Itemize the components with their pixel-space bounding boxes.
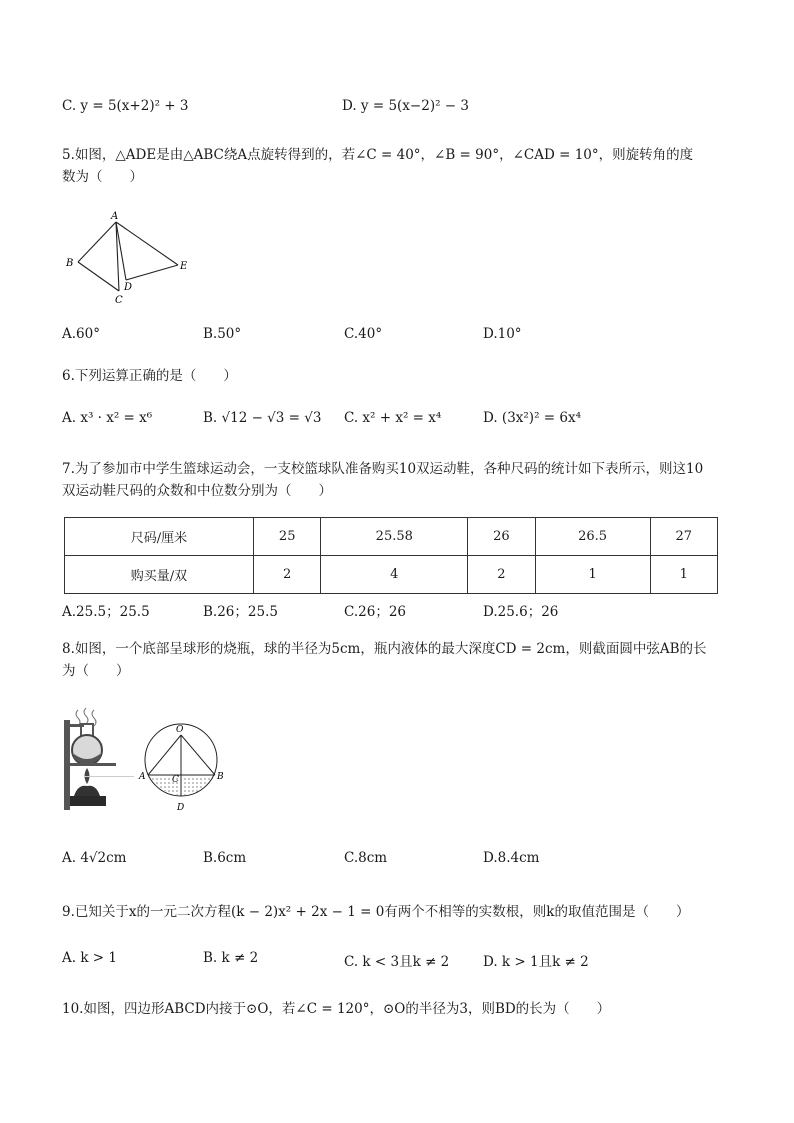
q5-options (62, 326, 522, 342)
q5-option-c[interactable]: C.40° (344, 326, 383, 342)
q8-label-b: B (217, 772, 224, 782)
q5-line-ab (78, 222, 116, 262)
table-cell: 2 (468, 556, 535, 594)
q7-option-c[interactable]: C.26；26 (344, 604, 406, 620)
table-cell: 27 (650, 518, 717, 556)
q8-label-a: A (139, 772, 146, 782)
q7-text-line1: 7.为了参加市中学生篮球运动会，一支校篮球队准备购买10双运动鞋，各种尺码的统计如下表所示，则这10 (62, 461, 704, 477)
q4-options (62, 98, 469, 114)
q7-size-table (64, 517, 718, 594)
q6-option-a[interactable]: A. x³ · x² = x⁶ (62, 410, 153, 426)
table-cell: 4 (321, 556, 468, 594)
q4-option-d[interactable]: D. y = 5(x−2)² − 3 (342, 98, 469, 114)
q8-text-line2: 为（ ） (62, 663, 130, 679)
q5-label-b: B (66, 258, 74, 269)
q8-liquid-segment (149, 775, 215, 795)
table-row (65, 518, 718, 556)
q5-text-line2: 数为（ ） (62, 169, 143, 185)
q8-line-oa (148, 735, 181, 775)
q7-text-line2: 双运动鞋尺码的众数和中位数分别为（ ） (62, 483, 332, 499)
q5-line-bc (78, 262, 119, 291)
q8-text-line1: 8.如图，一个底部呈球形的烧瓶，球的半径为5cm，瓶内液体的最大深度CD = 2cm，则截面圆中弦AB的长 (62, 641, 707, 657)
q9-option-b[interactable]: B. k ≠ 2 (203, 950, 259, 966)
table-header-size: 尺码/厘米 (65, 518, 254, 556)
q8-label-c: C (172, 775, 179, 785)
q6-options (62, 410, 581, 426)
q8-option-a[interactable]: A. 4√2cm (62, 850, 127, 866)
q5-line-de (126, 265, 178, 280)
q8-options (62, 850, 539, 866)
q7-stem (62, 458, 737, 502)
q4-option-c[interactable]: C. y = 5(x+2)² + 3 (62, 98, 189, 114)
q10-stem: 10.如图，四边形ABCD内接于⊙O，若∠C = 120°，⊙O的半径为3，则BD的长为（ ） (62, 1001, 611, 1017)
q8-stem (62, 638, 737, 682)
q9-option-d[interactable]: D. k > 1且k ≠ 2 (483, 954, 589, 970)
q8-option-b[interactable]: B.6cm (203, 850, 247, 866)
table-cell: 26.5 (535, 518, 650, 556)
q5-text-line1: 5.如图，△ADE是由△ABC绕A点旋转得到的，若∠C = 40°，∠B = 90°，∠CAD = 10°，则旋转角的度 (62, 147, 694, 163)
q5-option-b[interactable]: B.50° (203, 326, 242, 342)
table-cell: 26 (468, 518, 535, 556)
q6-option-b[interactable]: B. √12 − √3 = √3 (203, 410, 322, 426)
q9-options (62, 950, 589, 970)
q5-label-c: C (115, 295, 123, 306)
q6-option-c[interactable]: C. x² + x² = x⁴ (344, 410, 442, 426)
q8-label-d: D (177, 803, 185, 813)
q8-label-o: O (176, 725, 184, 735)
q7-options (62, 600, 558, 620)
q5-stem (62, 144, 737, 188)
q7-option-b[interactable]: B.26；25.5 (203, 604, 278, 620)
flask-illustration-icon (64, 706, 144, 811)
q5-label-e: E (180, 261, 188, 272)
q7-option-d[interactable]: D.25.6；26 (483, 604, 559, 620)
q5-figure (62, 208, 202, 308)
q5-line-ae (116, 222, 178, 265)
table-cell: 2 (254, 556, 321, 594)
table-header-quantity: 购买量/双 (65, 556, 254, 594)
q6-option-d[interactable]: D. (3x²)² = 6x⁴ (483, 410, 581, 426)
q5-label-d: D (124, 282, 133, 293)
q8-option-c[interactable]: C.8cm (344, 850, 388, 866)
q8-option-d[interactable]: D.8.4cm (483, 850, 540, 866)
table-cell: 1 (535, 556, 650, 594)
q9-stem: 9.已知关于x的一元二次方程(k − 2)x² + 2x − 1 = 0有两个不相等的实数根，则k的取值范围是（ ） (62, 904, 690, 920)
q8-circle-figure (139, 721, 224, 821)
q5-label-a: A (111, 211, 119, 222)
q7-option-a[interactable]: A.25.5；25.5 (62, 604, 150, 620)
q9-option-c[interactable]: C. k < 3且k ≠ 2 (344, 954, 450, 970)
q6-stem: 6.下列运算正确的是（ ） (62, 368, 237, 384)
q8-line-ob (181, 735, 215, 775)
table-cell: 25.58 (321, 518, 468, 556)
q5-option-a[interactable]: A.60° (62, 326, 100, 342)
table-cell: 25 (254, 518, 321, 556)
q9-option-a[interactable]: A. k > 1 (62, 950, 117, 966)
table-cell: 1 (650, 556, 717, 594)
q5-option-d[interactable]: D.10° (483, 326, 522, 342)
table-row (65, 556, 718, 594)
